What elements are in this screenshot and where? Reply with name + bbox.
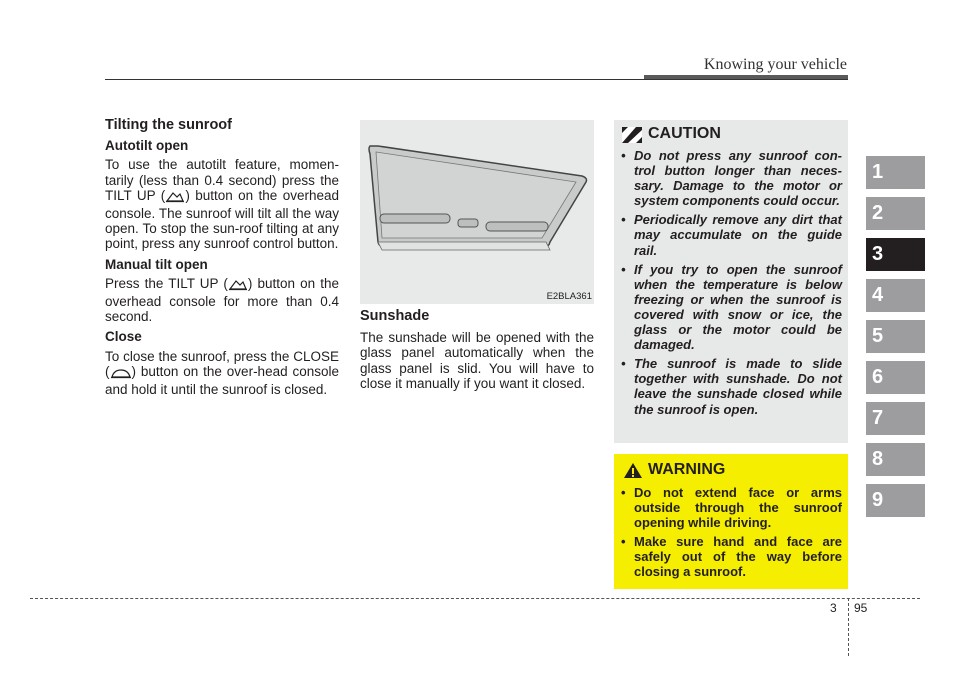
tilt-up-icon: [228, 278, 248, 294]
list-item: • The sunroof is made to slide together with sunshade. Do not leave the sunshade closed while the sunroof is open.: [621, 356, 842, 417]
header-rule: [105, 79, 848, 80]
list-item: • Periodically remove any dirt that may accumulate on the guide rail.: [621, 212, 842, 258]
caution-icon: [622, 127, 642, 148]
tilting-heading: Tilting the sunroof: [105, 117, 232, 133]
middle-column: [360, 309, 594, 391]
chapter-tab-6[interactable]: 6: [866, 361, 925, 394]
caution-title: CAUTION: [648, 125, 721, 142]
chapter-tab-8[interactable]: 8: [866, 443, 925, 476]
caution-box: [614, 120, 848, 443]
sunroof-console-image: [360, 120, 594, 304]
chapter-tab-7[interactable]: 7: [866, 402, 925, 435]
autotilt-text: To use the autotilt feature, momen-tarily (less than 0.4 second) press the TILT UP ( ) button on the overhead console. The sunroof will tilt all the way open. To stop the sun-roof tilting at any point, press any sunroof control button.: [105, 157, 340, 252]
list-item: • Make sure hand and face are safely out of the way before closing a sunroof.: [621, 534, 842, 580]
caution-list: [621, 148, 842, 421]
warning-triangle-icon: [623, 462, 643, 484]
manual-heading: Manual tilt open: [105, 256, 208, 272]
manual-text: Press the TILT UP ( ) button on the overhead console for more than 0.4 second.: [105, 275, 339, 325]
list-item: • If you try to open the sunroof when the temperature is below freezing or when the sunroof is covered with snow or ice, the glass or the motor could be damaged.: [621, 261, 842, 353]
chapter-tab-5[interactable]: 5: [866, 320, 925, 353]
warning-list: [621, 485, 842, 584]
warning-box: [614, 454, 848, 589]
page-number: 95: [854, 601, 868, 615]
section-title: Knowing your vehicle: [703, 56, 847, 73]
overhead-console-drawing: [360, 120, 594, 304]
footer-divider: [848, 598, 849, 656]
tilt-up-icon: [165, 190, 185, 206]
chapter-tab-3[interactable]: 3: [866, 238, 925, 271]
left-column: [105, 118, 339, 397]
chapter-number: 3: [830, 601, 837, 615]
chapter-tab-2[interactable]: 2: [866, 197, 925, 230]
warning-title: WARNING: [648, 461, 726, 478]
footer-rule: [30, 598, 920, 599]
list-item: • Do not press any sunroof con-trol button longer than neces-sary. Damage to the motor or system components could occur.: [621, 148, 842, 209]
close-heading: Close: [105, 329, 142, 345]
chapter-tab-4[interactable]: 4: [866, 279, 925, 312]
sunshade-heading: Sunshade: [360, 308, 430, 324]
image-code: E2BLA361: [546, 291, 592, 302]
close-icon: [110, 367, 132, 382]
chapter-tab-1[interactable]: 1: [866, 156, 925, 189]
autotilt-heading: Autotilt open: [105, 138, 189, 154]
close-text: To close the sunroof, press the CLOSE ( ) button on the over-head console and hold it until the sunroof is closed.: [105, 348, 339, 398]
sunshade-text: The sunshade will be opened with the glass panel automatically when the glass panel is slid. You will have to close it manually if you want it closed.: [360, 330, 594, 391]
list-item: • Do not extend face or arms outside through the sunroof opening while driving.: [621, 485, 842, 531]
chapter-tab-9[interactable]: 9: [866, 484, 925, 517]
